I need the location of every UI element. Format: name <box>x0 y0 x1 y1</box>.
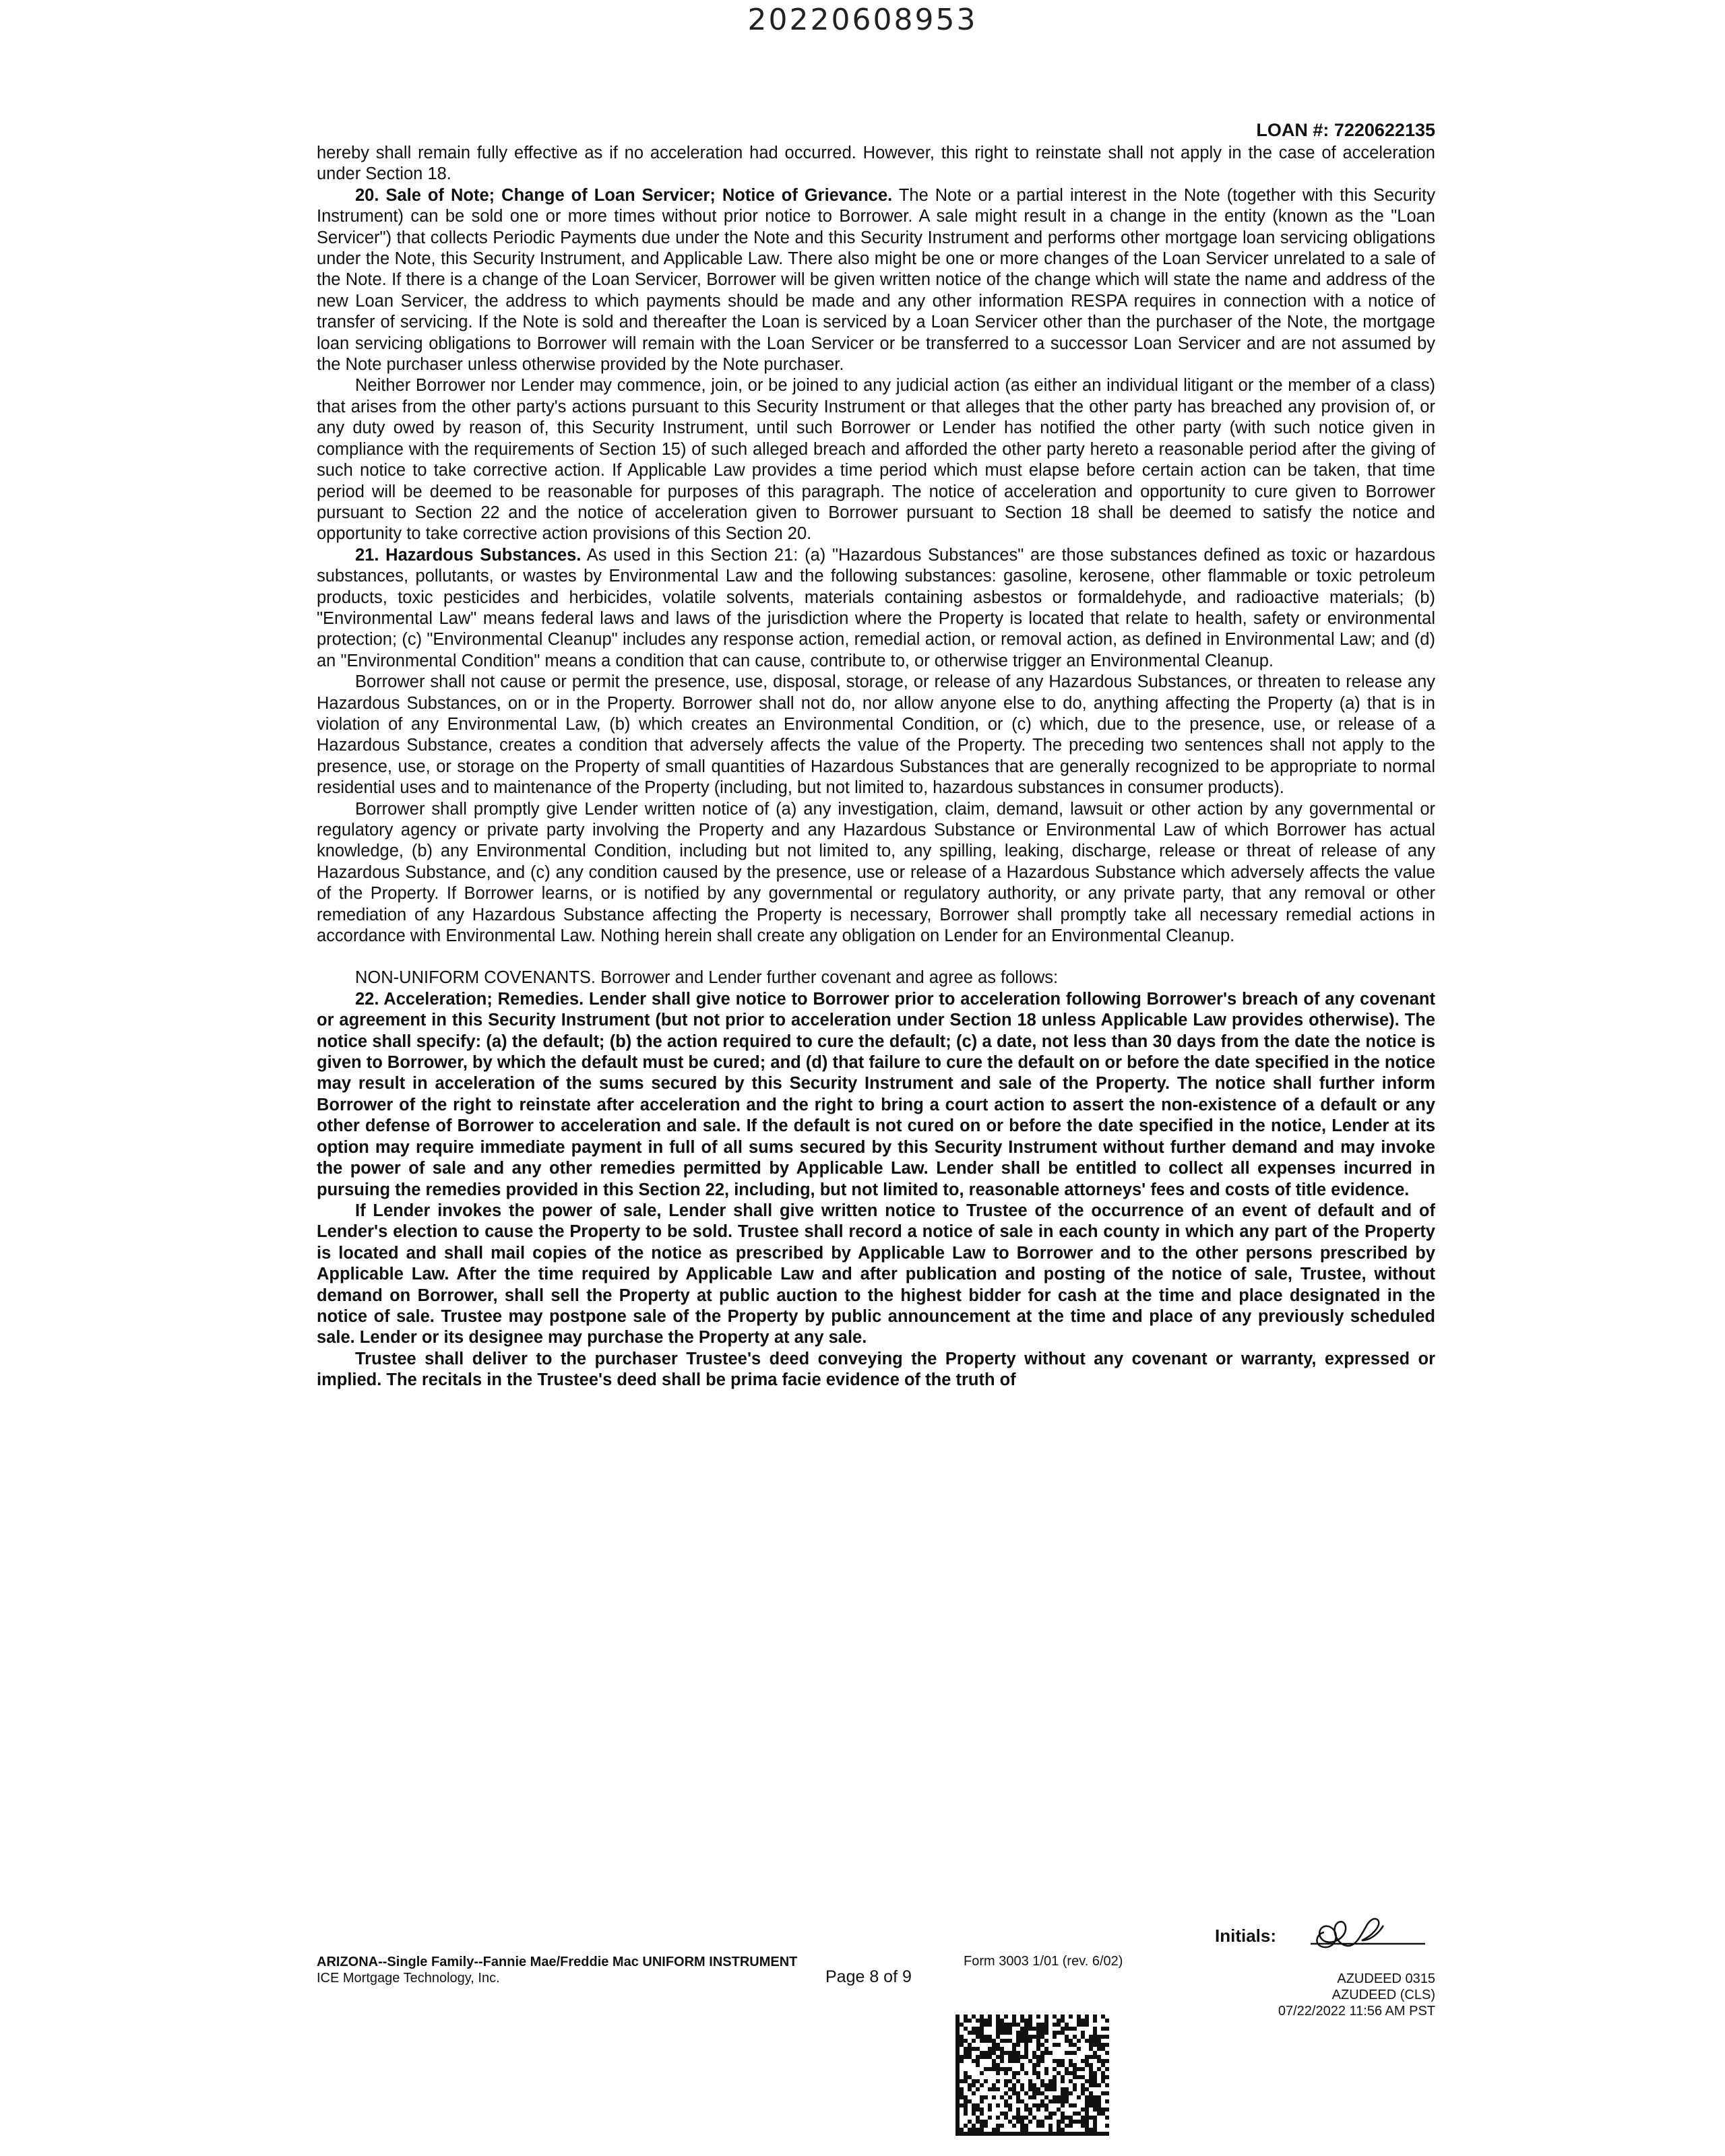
initials-label: Initials: <box>1215 1926 1277 1946</box>
form-title: ARIZONA--Single Family--Fannie Mae/Freddie Mac UNIFORM INSTRUMENT <box>317 1955 798 1969</box>
initials-signature <box>1304 1907 1432 1957</box>
2d-barcode <box>955 2015 1110 2139</box>
paragraph-continuation <box>317 143 1435 185</box>
section-20-paragraph <box>317 185 1435 376</box>
paragraph-text: Trustee shall deliver to the purchaser Trustee's deed conveying the Property without any covenant or warranty, expressed or implied. The recitals in the Trustee's deed shall be prima facie evidence of the truth of <box>317 1349 1435 1390</box>
loan-number: LOAN #: 7220622135 <box>1256 120 1435 140</box>
footer-doc-codes <box>1278 1971 1435 2019</box>
section-22-paragraph-2 <box>317 1201 1435 1349</box>
paragraph-text: As used in this Section 21: (a) "Hazardous Substances" are those substances defined as toxic or hazardous substances, pollutants, or wastes by Environmental Law and the following substances: gasoline, kerosene, other flammable or toxic petroleum products, toxic pesticides and herbicides, volatile solvents, materials containing asbestos or formaldehyde, and radioactive materials; (b) "Environmental Law" means federal laws and laws of the jurisdiction where the Property is located that relate to health, safety or environmental protection; (c) "Environmental Cleanup" includes any response action, remedial action, or removal action, as defined in Environmental Law; and (d) an "Environmental Condition" means a condition that can cause, contribute to, or otherwise trigger an Environmental Cleanup. <box>317 545 1435 670</box>
non-uniform-covenants-intro <box>317 968 1435 988</box>
recording-number: 20220608953 <box>747 3 978 37</box>
paragraph-text: 22. Acceleration; Remedies. Lender shall give notice to Borrower prior to acceleration following Borrower's breach of any covenant or agreement in this Security Instrument (but not prior to acceleration under Section 18 unless Applicable Law provides otherwise). The notice shall specify: (a) the default; (b) the action required to cure the default; (c) a date, not less than 30 days from the date the notice is given to Borrower, by which the default must be cured; and (d) that failure to cure the default on or before the date specified in the notice may result in acceleration of the sums secured by this Security Instrument and sale of the Property. The notice shall further inform Borrower of the right to reinstate after acceleration and the right to bring a court action to assert the non-existence of a default or any other defense of Borrower to acceleration and sale. If the default is not cured on or before the date specified in the notice, Lender at its option may require immediate payment in full of all sums secured by this Security Instrument without further demand and may invoke the power of sale and any other remedies permitted by Applicable Law. Lender shall be entitled to collect all expenses incurred in pursuing the remedies provided in this Section 22, including, but not limited to, reasonable attorneys' fees and costs of title evidence. <box>317 989 1435 1199</box>
section-21-paragraph-2 <box>317 672 1435 798</box>
page-number: Page 8 of 9 <box>825 1967 912 1986</box>
timestamp: 07/22/2022 11:56 AM PST <box>1278 2004 1435 2019</box>
paragraph-text: Borrower shall not cause or permit the presence, use, disposal, storage, or release of any Hazardous Substances, or threaten to release any Hazardous Substances, on or in the Property. Borrower shall not do, nor allow anyone else to do, anything affecting the Property (a) that is in violation of any Environmental Law, (b) which creates an Environmental Condition, or (c) which, due to the presence, use, or release of a Hazardous Substance, creates a condition that adversely affects the value of the Property. The preceding two sentences shall not apply to the presence, use, or storage on the Property of small quantities of Hazardous Substances that are generally recognized to be appropriate to normal residential uses and to maintenance of the Property (including, but not limited to, hazardous substances in consumer products). <box>317 672 1435 798</box>
section-20-paragraph-2 <box>317 375 1435 544</box>
company-name: ICE Mortgage Technology, Inc. <box>317 1971 500 1986</box>
section-20-heading: 20. Sale of Note; Change of Loan Servicer; Notice of Grievance. <box>355 185 893 205</box>
section-21-paragraph-3 <box>317 799 1435 947</box>
section-21-paragraph <box>317 545 1435 672</box>
paragraph-text: NON-UNIFORM COVENANTS. Borrower and Lender further covenant and agree as follows: <box>355 968 1059 988</box>
section-22-paragraph <box>317 989 1435 1201</box>
paragraph-text: hereby shall remain fully effective as if no acceleration had occurred. However, this right to reinstate shall not apply in the case of acceleration under Section 18. <box>317 144 1435 184</box>
doc-code-2: AZUDEED (CLS) <box>1331 1988 1435 2002</box>
footer-form-info <box>317 1954 797 1986</box>
section-21-heading: 21. Hazardous Substances. <box>355 545 582 565</box>
paragraph-text: Neither Borrower nor Lender may commence, join, or be joined to any judicial action (as either an individual litigant or the member of a class) that arises from the other party's actions pursuant to this Security Instrument or that alleges that the other party has breached any provision of, or any duty owed by reason of, this Security Instrument, until such Borrower or Lender has notified the other party (with such notice given in compliance with the requirements of Section 15) of such alleged breach and afforded the other party hereto a reasonable period after the giving of such notice to take corrective action. If Applicable Law provides a time period which must elapse before certain action can be taken, that time period will be deemed to be reasonable for purposes of this paragraph. The notice of acceleration and opportunity to cure given to Borrower pursuant to Section 22 and the notice of acceleration given to Borrower pursuant to Section 18 shall be deemed to satisfy the notice and opportunity to take corrective action provisions of this Section 20. <box>317 376 1435 544</box>
paragraph-text: Borrower shall promptly give Lender written notice of (a) any investigation, claim, demand, lawsuit or other action by any governmental or regulatory agency or private party involving the Property and any Hazardous Substance or Environmental Law of which Borrower has actual knowledge, (b) any Environmental Condition, including but not limited to, any spilling, leaking, discharge, release or threat of release of any Hazardous Substance, and (c) any condition caused by the presence, use or release of a Hazardous Substance which adversely affects the value of the Property. If Borrower learns, or is notified by any governmental or regulatory authority, or any private party, that any removal or other remediation of any Hazardous Substance affecting the Property is necessary, Borrower shall promptly take all necessary remedial actions in accordance with Environmental Law. Nothing herein shall create any obligation on Lender for an Environmental Cleanup. <box>317 799 1435 946</box>
paragraph-text: If Lender invokes the power of sale, Lender shall give written notice to Trustee of the occurrence of an event of default and of Lender's election to cause the Property to be sold. Trustee shall record a notice of sale in each county in which any part of the Property is located and shall mail copies of the notice as prescribed by Applicable Law to Borrower and to the other persons prescribed by Applicable Law. After the time required by Applicable Law and after publication and posting of the notice of sale, Trustee, without demand on Borrower, shall sell the Property at public auction to the highest bidder for cash at the time and place designated in the notice of sale. Trustee may postpone sale of the Property by public announcement at the time and place of any previously scheduled sale. Lender or its designee may purchase the Property at any sale. <box>317 1201 1435 1348</box>
section-22-paragraph-3 <box>317 1349 1435 1391</box>
doc-code: AZUDEED 0315 <box>1337 1971 1435 1986</box>
form-number: Form 3003 1/01 (rev. 6/02) <box>964 1954 1123 1969</box>
paragraph-text: The Note or a partial interest in the Note (together with this Security Instrument) can be sold one or more times without prior notice to Borrower. A sale might result in a change in the entity (known as the "Loan Servicer") that collects Periodic Payments due under the Note and this Security Instrument and performs other mortgage loan servicing obligations under the Note, this Security Instrument, and Applicable Law. There also might be one or more changes of the Loan Servicer unrelated to a sale of the Note. If there is a change of the Loan Servicer, Borrower will be given written notice of the change which will state the name and address of the new Loan Servicer, the address to which payments should be made and any other information RESPA requires in connection with a notice of transfer of servicing. If the Note is sold and thereafter the Loan is serviced by a Loan Servicer other than the purchaser of the Note, the mortgage loan servicing obligations to Borrower will remain with the Loan Servicer or be transferred to a successor Loan Servicer and are not assumed by the Note purchaser unless otherwise provided by the Note purchaser. <box>317 185 1435 375</box>
document-body <box>317 143 1435 1908</box>
